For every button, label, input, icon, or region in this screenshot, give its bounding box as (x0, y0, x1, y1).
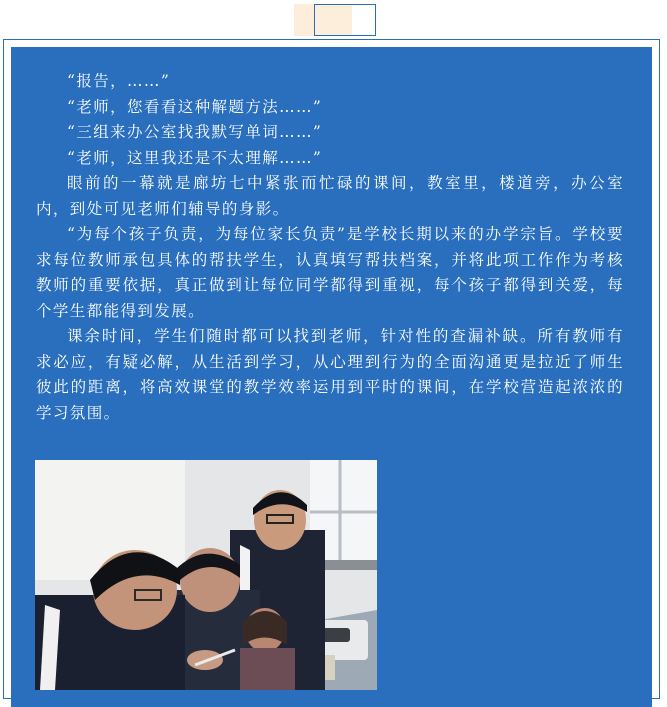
dialogue-line: “老师，您看看这种解题方法……” (67, 97, 323, 116)
header-decoration (294, 4, 376, 36)
body-paragraph: “为每个孩子负责，为每位家长负责”是学校长期以来的办学宗旨。学校要求每位教师承包具体的帮扶学生，认真填写帮扶档案，并将此项工作作为考核教师的重要依据，真正做到让每位同学都得到重视，每个孩子都得到关爱，每个学生都能得到发展。 (36, 225, 624, 320)
dialogue-line: “三组来办公室找我默写单词……” (67, 123, 323, 141)
classroom-photo (35, 460, 377, 690)
article-body (36, 69, 624, 426)
dialogue-line: “报告，……” (67, 72, 171, 90)
body-paragraph: 眼前的一幕就是廊坊七中紧张而忙碌的课间，教室里，楼道旁，办公室内，到处可见老师们辅导的身影。 (36, 174, 624, 218)
classroom-photo-image (35, 460, 377, 690)
body-paragraph: 课余时间，学生们随时都可以找到老师，针对性的查漏补缺。所有教师有求必应，有疑必解，从生活到学习，从心理到行为的全面沟通更是拉近了师生彼此的距离，将高效课堂的教学效率运用到平时的课间，在学校营造起浓浓的学习氛围。 (36, 327, 624, 422)
header-decoration-box (314, 4, 376, 36)
dialogue-line: “老师，这里我还是不太理解……” (67, 148, 323, 167)
